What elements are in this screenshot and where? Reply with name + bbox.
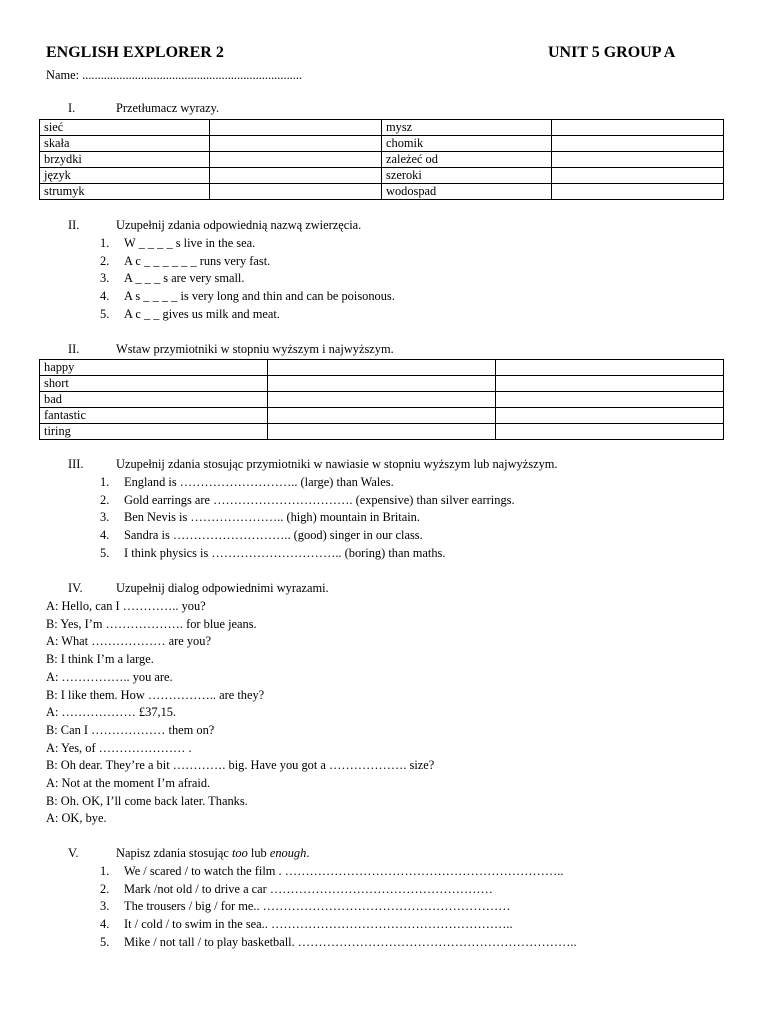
dialog-line[interactable]: B: I think I’m a large. bbox=[46, 652, 154, 667]
answer-cell[interactable] bbox=[210, 184, 382, 200]
item-number: 5. bbox=[100, 306, 110, 321]
item-text: Mark /not old / to drive a car ……………………………………………… bbox=[124, 881, 493, 896]
dialog-line[interactable]: A: …………….. you are. bbox=[46, 669, 173, 684]
word-cell: brzydki bbox=[40, 152, 210, 168]
adjective-row bbox=[40, 408, 724, 424]
item-text: A c _ _ _ _ _ _ runs very fast. bbox=[124, 253, 271, 268]
word-cell: sieć bbox=[40, 120, 210, 136]
section-instruction: Przetłumacz wyrazy. bbox=[116, 101, 220, 115]
item-number: 3. bbox=[100, 899, 110, 914]
exercise-item[interactable] bbox=[100, 271, 244, 286]
exercise-item[interactable] bbox=[100, 528, 423, 543]
dialog-line[interactable]: B: Yes, I’m ………………. for blue jeans. bbox=[46, 616, 257, 631]
answer-cell[interactable] bbox=[552, 184, 724, 200]
translate-row bbox=[40, 120, 724, 136]
word-cell: wodospad bbox=[382, 184, 552, 200]
word-cell: bad bbox=[40, 392, 268, 408]
item-text: We / scared / to watch the film . ………………………………………………………….. bbox=[124, 864, 564, 878]
word-cell: mysz bbox=[382, 120, 552, 136]
answer-cell[interactable] bbox=[552, 168, 724, 184]
answer-cell[interactable] bbox=[268, 408, 496, 424]
dialog-line[interactable]: A: Yes, of ………………… . bbox=[46, 740, 192, 755]
worksheet-title: ENGLISH EXPLORER 2 bbox=[46, 44, 224, 61]
translate-row bbox=[40, 168, 724, 184]
word-cell: skała bbox=[40, 136, 210, 152]
answer-cell[interactable] bbox=[268, 360, 496, 376]
item-text: I think physics is ………………………….. (boring) than maths. bbox=[124, 545, 446, 560]
item-number: 4. bbox=[100, 528, 110, 543]
word-cell: język bbox=[40, 168, 210, 184]
item-text: England is ……………………….. (large) than Wales. bbox=[124, 475, 394, 489]
exercise-item[interactable] bbox=[100, 864, 564, 879]
dialog-line[interactable]: A: ……………… £37,15. bbox=[46, 705, 177, 720]
word-cell: szeroki bbox=[382, 168, 552, 184]
section-number: II. bbox=[68, 218, 80, 232]
answer-cell[interactable] bbox=[210, 168, 382, 184]
answer-cell[interactable] bbox=[210, 136, 382, 152]
exercise-item[interactable] bbox=[100, 475, 394, 490]
answer-cell[interactable] bbox=[268, 424, 496, 440]
translate-table bbox=[39, 119, 724, 200]
item-text: A s _ _ _ _ is very long and thin and can be poisonous. bbox=[124, 289, 395, 304]
item-number: 1. bbox=[100, 864, 110, 878]
section-instruction: Uzupełnij zdania stosując przymiotniki w nawiasie w stopniu wyższym lub najwyższym. bbox=[116, 457, 558, 471]
section-number: III. bbox=[68, 457, 84, 471]
exercise-item[interactable] bbox=[100, 917, 513, 932]
section-number: V. bbox=[68, 846, 79, 860]
item-number: 5. bbox=[100, 545, 110, 560]
answer-cell[interactable] bbox=[496, 408, 724, 424]
item-number: 4. bbox=[100, 917, 110, 932]
dialog-line[interactable]: B: Oh. OK, I’ll come back later. Thanks. bbox=[46, 793, 248, 808]
section-instruction: Wstaw przymiotniki w stopniu wyższym i najwyższym. bbox=[116, 342, 394, 356]
item-number: 4. bbox=[100, 289, 110, 304]
dialog-line[interactable]: A: OK, bye. bbox=[46, 811, 107, 826]
answer-cell[interactable] bbox=[552, 136, 724, 152]
item-text: A _ _ _ s are very small. bbox=[124, 271, 245, 286]
adjectives-table bbox=[39, 359, 724, 440]
name-field[interactable]: Name: ....................................................................... bbox=[46, 68, 303, 82]
dialog-line[interactable]: B: I like them. How …………….. are they? bbox=[46, 687, 265, 702]
answer-cell[interactable] bbox=[210, 152, 382, 168]
item-text: W _ _ _ _ s live in the sea. bbox=[124, 236, 256, 250]
section-instruction: Uzupełnij dialog odpowiednimi wyrazami. bbox=[116, 581, 329, 595]
item-text: Sandra is ……………………….. (good) singer in our class. bbox=[124, 528, 423, 543]
answer-cell[interactable] bbox=[496, 424, 724, 440]
translate-row bbox=[40, 184, 724, 200]
exercise-item[interactable] bbox=[100, 236, 255, 251]
exercise-item[interactable] bbox=[100, 899, 511, 914]
word-cell: strumyk bbox=[40, 184, 210, 200]
item-number: 2. bbox=[100, 253, 110, 268]
section-number: II. bbox=[68, 342, 80, 356]
answer-cell[interactable] bbox=[496, 376, 724, 392]
item-number: 2. bbox=[100, 492, 110, 507]
adjective-row bbox=[40, 376, 724, 392]
exercise-item[interactable] bbox=[100, 546, 445, 561]
answer-cell[interactable] bbox=[496, 360, 724, 376]
exercise-item[interactable] bbox=[100, 882, 493, 897]
item-text: Gold earrings are ……………………………. (expensive) than silver earrings. bbox=[124, 492, 515, 507]
answer-cell[interactable] bbox=[552, 152, 724, 168]
adjective-row bbox=[40, 392, 724, 408]
word-cell: happy bbox=[40, 360, 268, 376]
item-number: 3. bbox=[100, 271, 110, 286]
exercise-item[interactable] bbox=[100, 493, 515, 508]
dialog-line[interactable]: A: Hello, can I ………….. you? bbox=[46, 599, 206, 613]
item-text: The trousers / big / for me.. …………………………………………………… bbox=[124, 899, 511, 914]
word-cell: short bbox=[40, 376, 268, 392]
answer-cell[interactable] bbox=[268, 392, 496, 408]
section-instruction: Napisz zdania stosując too lub enough. bbox=[116, 846, 310, 860]
section-instruction: Uzupełnij zdania odpowiednią nazwą zwierzęcia. bbox=[116, 218, 362, 232]
dialog-line[interactable]: A: Not at the moment I’m afraid. bbox=[46, 776, 211, 790]
exercise-item[interactable] bbox=[100, 307, 280, 322]
item-text: Mike / not tall / to play basketball. ………………………………………………………….. bbox=[124, 934, 577, 949]
exercise-item[interactable] bbox=[100, 935, 577, 950]
unit-label: UNIT 5 GROUP A bbox=[548, 44, 676, 61]
exercise-item[interactable] bbox=[100, 254, 270, 269]
translate-row bbox=[40, 152, 724, 168]
word-cell: tiring bbox=[40, 424, 268, 440]
answer-cell[interactable] bbox=[552, 120, 724, 136]
item-number: 2. bbox=[100, 881, 110, 896]
section-number: I. bbox=[68, 101, 76, 115]
answer-cell[interactable] bbox=[210, 120, 382, 136]
section-number: IV. bbox=[68, 581, 83, 595]
answer-cell[interactable] bbox=[268, 376, 496, 392]
adjective-row bbox=[40, 360, 724, 376]
word-cell: zależeć od bbox=[382, 152, 552, 168]
word-cell: fantastic bbox=[40, 408, 268, 424]
dialog-line[interactable]: B: Oh dear. They’re a bit …………. big. Have you got a ………………. size? bbox=[46, 758, 435, 773]
word-cell: chomik bbox=[382, 136, 552, 152]
item-number: 5. bbox=[100, 934, 110, 949]
item-number: 1. bbox=[100, 475, 110, 489]
item-number: 1. bbox=[100, 236, 110, 250]
dialog-line[interactable]: B: Can I ……………… them on? bbox=[46, 722, 215, 737]
dialog-line[interactable]: A: What ……………… are you? bbox=[46, 634, 211, 649]
exercise-item[interactable] bbox=[100, 289, 395, 304]
answer-cell[interactable] bbox=[496, 392, 724, 408]
item-text: It / cold / to swim in the sea.. ………………………………………………….. bbox=[124, 917, 513, 932]
item-text: A c _ _ gives us milk and meat. bbox=[124, 306, 280, 321]
translate-row bbox=[40, 136, 724, 152]
item-number: 3. bbox=[100, 510, 110, 525]
exercise-item[interactable] bbox=[100, 510, 420, 525]
item-text: Ben Nevis is ………………….. (high) mountain in Britain. bbox=[124, 510, 420, 525]
adjective-row bbox=[40, 424, 724, 440]
